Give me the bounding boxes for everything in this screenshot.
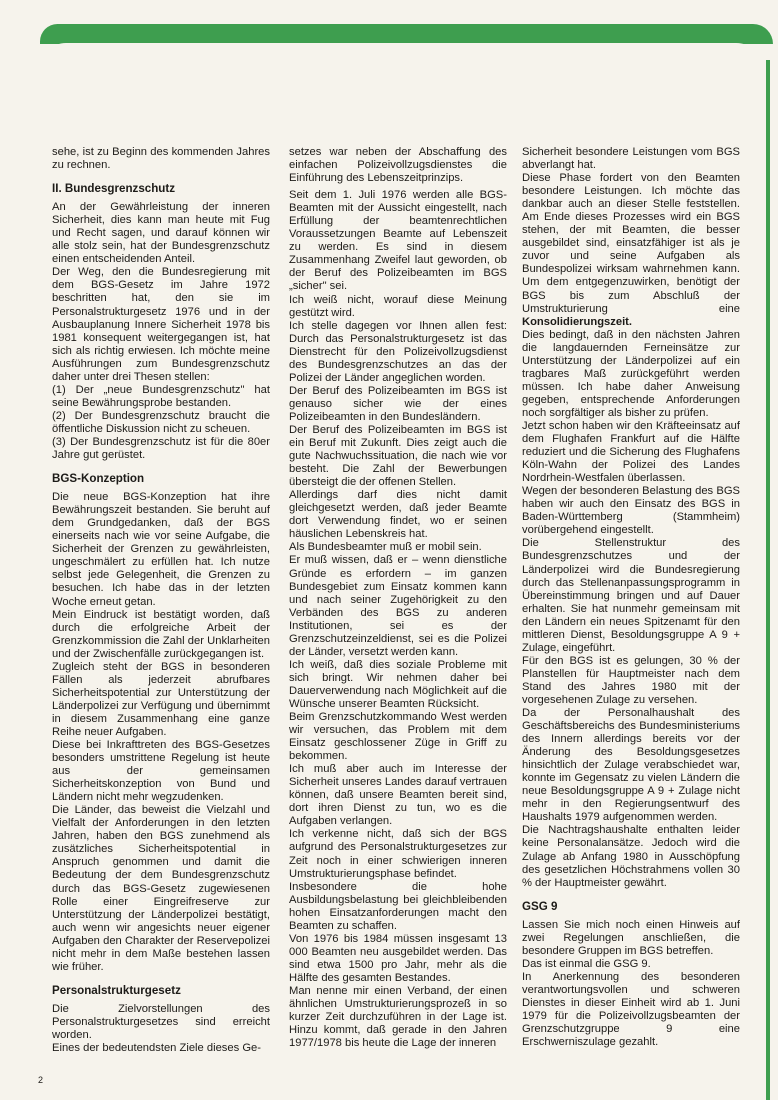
paragraph: Ich stelle dagegen vor Ihnen allen fest: Durch das Personalstrukturgesetz ist das Dienstrecht für den Polizeivollzugsdienst des Bundesgrenzschutzes an das der Polizei der Länder angeglichen worden.	[289, 319, 507, 384]
paragraph: Lassen Sie mich noch einen Hinweis auf zwei Regelungen anschließen, die besondere Gruppen im BGS betreffen.	[522, 918, 740, 957]
paragraph: sehe, ist zu Beginn des kommenden Jahres zu rechnen.	[52, 146, 270, 172]
paragraph: Die Stellenstruktur des Bundesgrenzschutzes und der Länderpolizei wird die Bundesregierung durch das Stellenanpassungsprogramm in Übereinstimmung bringen und auf Dauer erhalten. Sie hat nunmehr gemeinsam mit den Ländern ein neues Spitzenamt für den mittleren Dienst, Besoldungsgruppe A 9 + Zulage, eingeführt.	[522, 537, 740, 654]
paragraph: Mein Eindruck ist bestätigt worden, daß durch die erfolgreiche Arbeit der Grenzkommission die Zahl der Unklarheiten und der Zwischenfälle zurückgegangen ist.	[52, 608, 270, 660]
paragraph: Insbesondere die hohe Ausbildungsbelastung bei gleichbleibenden hohen Einsatzanforderungen macht den Beamten zu schaffen.	[289, 880, 507, 932]
paragraph	[522, 172, 740, 329]
paragraph: setzes war neben der Abschaffung des einfachen Polizeivollzugsdienstes die Einführung des Lebenszeitprinzips.	[289, 146, 507, 185]
paragraph: Jetzt schon haben wir den Kräfteeinsatz auf dem Flughafen Frankfurt auf die Hälfte reduziert und die Sicherung des Flughafens Köln-Wahn der Polizei des Landes Nordrhein-Westfalen überlassen.	[522, 419, 740, 485]
paragraph: Die Länder, das beweist die Vielzahl und Vielfalt der Anforderungen in den letzten Jahren, haben den BGS zunehmend als zusätzliches Sicherheitspotential in Anspruch genommen und damit die Bedeutung der dem Bundesgrenzschutz durch das BGS-Gesetz zugewiesenen Rolle einer Eingreifreserve zur Unterstützung der Länderpolizei bestätigt, auch wenn wir angesichts neuer eigener Aufgaben den Charakter der Reservepolizei nicht mehr in dem Maße bestehen lassen wie früher.	[52, 804, 270, 973]
paragraph: Für den BGS ist es gelungen, 30 % der Planstellen für Hauptmeister nach dem Stand des Jahres 1980 mit der vorgesehenen Zulage zu versehen.	[522, 654, 740, 706]
paragraph: (3) Der Bundesgrenzschutz ist für die 80er Jahre gut gerüstet.	[52, 435, 270, 462]
paragraph: Der Beruf des Polizeibeamten im BGS ist genauso sicher wie der eines Polizeibeamten in den Bundesländern.	[289, 384, 507, 423]
paragraph: Er muß wissen, daß er – wenn dienstliche Gründe es erfordern – im ganzen Bundesgebiet zum Einsatz kommen kann und nach seiner Zugehörigkeit zu den Verbänden des BGS zu anderen Institutionen, sei es der Grenzschutzeinzeldienst, sei es die Polizei der Länder, versetzt werden kann.	[289, 554, 507, 658]
paragraph: Ich verkenne nicht, daß sich der BGS aufgrund des Personalstrukturgesetzes zur Zeit noch in einer schwierigen inneren Umstrukturierungsphase befindet.	[289, 828, 507, 880]
paragraph: Man nenne mir einen Verband, der einen ähnlichen Umstrukturierungsprozeß in so kurzer Zeit durchzuführen in der Lage ist. Hinzu kommt, daß gerade in den Jahren 1977/1978 bis heute die Lage der inneren	[289, 985, 507, 1050]
paragraph: Wegen der besonderen Belastung des BGS haben wir auch den Einsatz des BGS in Baden-Württemberg (Stammheim) vorübergehend eingestellt.	[522, 485, 740, 537]
paragraph: Die neue BGS-Konzeption hat ihre Bewährungszeit bestanden. Sie beruht auf dem Grundgedanken, daß der BGS einerseits nach wie vor seine Aufgabe, die Sicherheit der Grenzen zu gewährleisten, ungeschmälert zu erfüllen hat. Ich nutze selbst jede Gelegenheit, die Grenzen zu besuchen. Ich habe das in der letzten Woche erneut getan.	[52, 491, 270, 608]
paragraph: Die Zielvorstellungen des Personalstrukturgesetzes sind erreicht worden.	[52, 1002, 270, 1041]
section-heading: II. Bundesgrenzschutz	[52, 182, 176, 196]
paragraph: Zugleich steht der BGS in besonderen Fällen als jederzeit abrufbares Sicherheitspotential zur Unterstützung der Länderpolizei zur Verfügung und übernimmt in diesem Zusammenhang eine ganze Reihe neuer Aufgaben.	[52, 660, 270, 738]
emphasis-text: Konsolidierungszeit.	[522, 315, 633, 328]
section-heading: BGS-Konzeption	[52, 472, 145, 486]
paragraph: Ich muß aber auch im Interesse der Sicherheit unseres Landes darauf vertrauen können, daß unsere Beamten bereit sind, dort ihren Dienst zu tun, wo es die Aufgaben verlangen.	[289, 763, 507, 828]
paragraph: Beim Grenzschutzkommando West werden wir versuchen, das Problem mit dem Einsatz geschlossener Züge in Griff zu bekommen.	[289, 711, 507, 763]
paragraph: Seit dem 1. Juli 1976 werden alle BGS-Beamten mit der Aussicht eingestellt, nach Erfüllung der beamtenrechtlichen Voraussetzungen Beamte auf Lebenszeit zu werden. Es sind in diesem Zusammenhang Zweifel laut geworden, ob der Beruf des Polizeibeamten im BGS „sicher" sei.	[289, 189, 507, 293]
paragraph: Die Nachtragshaushalte enthalten leider keine Personalansätze. Jedoch wird die Zulage ab Anfang 1980 in Ausschöpfung des gesetzlichen Höchstrahmens vollen 30 % der Hauptmeister gewährt.	[522, 824, 740, 889]
paragraph: Ich weiß nicht, worauf diese Meinung gestützt wird.	[289, 293, 507, 319]
page-frame	[40, 43, 766, 103]
paragraph: In Anerkennung des besonderen verantwortungsvollen und schweren Dienstes in dieser Einheit wird ab 1. Juni 1979 für die Polizeivollzugsbeamten der Grenzschutzgruppe 9 eine Erschwerniszulage gezahlt.	[522, 970, 740, 1049]
section-heading: GSG 9	[522, 899, 558, 913]
paragraph: (1) Der „neue Bundesgrenzschutz" hat seine Bewährungsprobe bestanden.	[52, 383, 270, 409]
text-column-2	[289, 146, 507, 1050]
paragraph: An der Gewährleistung der inneren Sicherheit, dies kann man heute mit Fug und Recht sagen, und darauf können wir alle stolz sein, hat der Bundesgrenzschutz einen entscheidenden Anteil.	[52, 201, 270, 266]
text-column-1	[52, 146, 270, 1055]
section-heading: Personalstrukturgesetz	[52, 983, 181, 997]
paragraph: Ich weiß, daß dies soziale Probleme mit sich bringt. Wir nehmen daher bei Dauerverwendung nach Möglichkeit auf die Wünsche unserer Beamten Rücksicht.	[289, 658, 507, 710]
paragraph: Von 1976 bis 1984 müssen insgesamt 13 000 Beamten neu ausgebildet werden. Das sind etwa 1500 pro Jahr, mehr als die Hälfte des gesamten Bestandes.	[289, 932, 507, 984]
paragraph: Als Bundesbeamter muß er mobil sein.	[289, 541, 482, 554]
paragraph: Dies bedingt, daß in den nächsten Jahren die langdauernden Ferneinsätze zur Unterstützung der Länderpolizei auf ein tragbares Maß zurückgeführt werden müssen. Ich habe daher Anweisung gegeben, entsprechende Anforderungen noch sorgfältiger als bisher zu prüfen.	[522, 328, 740, 419]
paragraph: Eines der bedeutendsten Ziele dieses Ge-	[52, 1042, 261, 1055]
green-header-band	[40, 24, 773, 44]
paragraph: (2) Der Bundesgrenzschutz braucht die öffentliche Diskussion nicht zu scheuen.	[52, 409, 270, 435]
text-column-3	[522, 146, 740, 1049]
paragraph: Der Weg, den die Bundesregierung mit dem BGS-Gesetz im Jahre 1972 beschritten hat, den sie im Personalstrukturgesetz 1976 und in der Ausbauplanung Innere Sicherheit 1978 bis 1981 konsequent weitergegangen ist, hat sich als richtig erwiesen. Ich möchte meine Ausführungen zum Bundesgrenzschutz daher unter drei Thesen stellen:	[52, 266, 270, 383]
paragraph: Da der Personalhaushalt des Geschäftsbereichs des Bundesministeriums des Innern allerdings bereits vor der Änderung des Besoldungsgesetzes hinsichtlich der Zulage verabschiedet war, konnte im Gegensatz zu vielen Ländern die neue Besoldungsgruppe A 9 + Zulage nicht mehr in den Regierungsentwurf des Haushalts 1979 aufgenommen werden.	[522, 707, 740, 824]
paragraph: Diese bei Inkrafttreten des BGS-Gesetzes besonders umstrittene Regelung ist heute aus der gemeinsamen Sicherheitskonzeption von Bund und Ländern nicht mehr wegzudenken.	[52, 739, 270, 804]
paragraph: Sicherheit besondere Leistungen vom BGS abverlangt hat.	[522, 146, 740, 172]
paragraph-text: Diese Phase fordert von den Beamten besondere Leistungen. Ich möchte das dankbar auch an dieser Stelle feststellen. Am Ende dieses Prozesses wird ein BGS stehen, der mit Beamten, die besser ausgebildet sind, einsatzfähiger ist als je zuvor und seine Aufgaben als Bundespolizei wirksam wahrnehmen kann. Um dem entgegenzuwirken, benötigt der BGS bis zum Abschluß der Umstrukturierung eine	[522, 172, 740, 315]
paragraph: Der Beruf des Polizeibeamten im BGS ist ein Beruf mit Zukunft. Dies zeigt auch die gute Nachwuchssituation, die nach wie vor besteht. Die Zahl der Bewerbungen übersteigt die der offenen Stellen.	[289, 423, 507, 489]
green-frame-line	[766, 60, 770, 1100]
paragraph: Allerdings darf dies nicht damit gleichgesetzt werden, daß jeder Beamte dort Verwendung findet, wo er seinen häuslichen Lebenskreis hat.	[289, 489, 507, 541]
page-number: 2	[38, 1075, 44, 1085]
paragraph: Das ist einmal die GSG 9.	[522, 957, 651, 970]
